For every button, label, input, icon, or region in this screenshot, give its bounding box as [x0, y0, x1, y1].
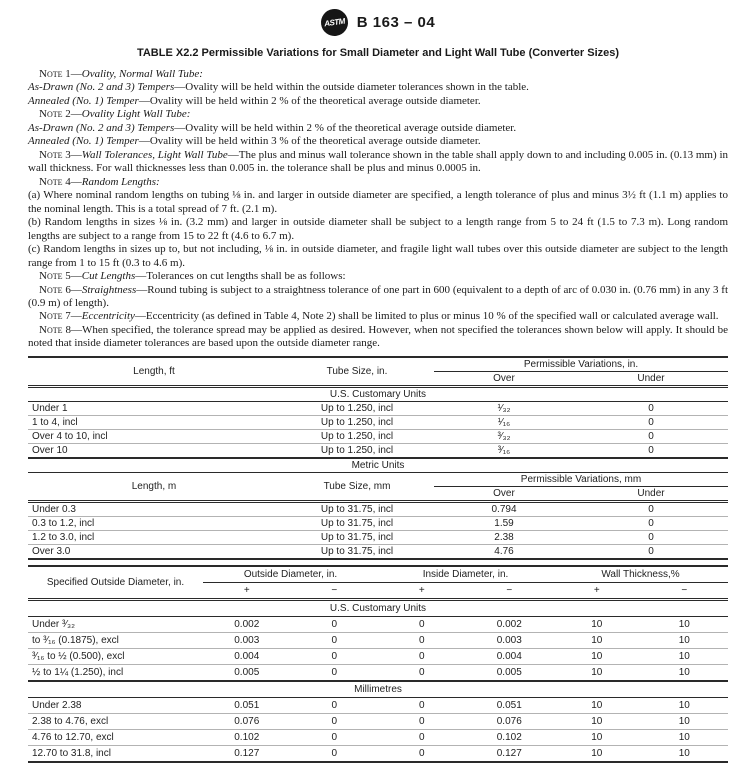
note-line [28, 284, 728, 311]
length-tolerance-table [28, 356, 728, 560]
table-row [28, 713, 728, 729]
table-cell: 10 [678, 618, 690, 630]
note-line [28, 122, 728, 135]
note-line [28, 81, 728, 94]
column-header: Length, ft [133, 365, 175, 377]
note-text: As-Drawn (No. 2 and 3) Tempers [28, 121, 175, 134]
table-cell: 0 [418, 731, 425, 743]
table-cell: 0 [648, 531, 654, 543]
table-cell: to ³⁄₁₆ (0.1875), excl [32, 634, 119, 646]
column-group-header: Permissible Variations, in. [434, 357, 728, 372]
table-cell: 0 [648, 416, 654, 428]
table-cell: 0.102 [234, 731, 260, 743]
note-text: Ovality Light Wall Tube: [81, 108, 191, 121]
table-cell: 12.70 to 31.8, incl [32, 747, 111, 759]
column-header: Tube Size, mm [323, 480, 391, 492]
table-cell: 0.051 [496, 699, 522, 711]
table-cell: 0.002 [234, 618, 260, 630]
table-row [28, 429, 728, 443]
note-line [28, 270, 728, 283]
note-text: —Ovality will be held within 3 % of the theoretical average outside diameter. [138, 135, 481, 148]
minus-header: − [506, 584, 513, 596]
table-cell: ³⁄₁₆ [497, 444, 511, 456]
table-cell: Under 2.38 [32, 699, 82, 711]
table-cell: 10 [678, 699, 690, 711]
table-cell: Up to 1.250, incl [320, 402, 394, 414]
note-text: (c) Random lengths in sizes up to, but not including, ⅛ in. in outside diameter, and fragile light wall tubes over this outside diameter are subject to the length range from 1 to 15 ft (0.3 to 4.6 m). [28, 243, 728, 269]
table-cell: 0.051 [234, 699, 260, 711]
table-cell: 0 [331, 666, 338, 678]
table-cell: 1 to 4, incl [32, 416, 78, 428]
table-cell: 2.38 to 4.76, excl [32, 715, 109, 727]
table2-metric-rows [28, 697, 728, 762]
table-cell: 0 [648, 503, 654, 515]
note-line [28, 108, 728, 121]
table-cell: Over 4 to 10, incl [32, 430, 108, 442]
plus-header: + [418, 584, 425, 596]
note-text: (a) Where nominal random lengths on tubing ⅛ in. and larger in outside diameter are specified, a length tolerance of plus and minus 3½ ft (1.1 m) applies to the nominal length. This is a total spread of 7 ft. (2.1 m). [28, 189, 728, 215]
table-cell: 10 [678, 650, 690, 662]
table-row [28, 697, 728, 713]
table-cell: 0 [418, 715, 425, 727]
table-cell: 0.102 [496, 731, 522, 743]
table-cell: Over 10 [32, 444, 68, 456]
table-cell: 0.004 [234, 650, 260, 662]
table-cell: 1.59 [494, 517, 514, 529]
table-cell: 10 [678, 747, 690, 759]
table-cell: 0.3 to 1.2, incl [32, 517, 95, 529]
note-line [28, 95, 728, 108]
table-row [28, 443, 728, 458]
table-cell: 0.076 [234, 715, 260, 727]
note-text: Eccentricity [81, 310, 135, 323]
table-cell: 0 [331, 618, 338, 630]
column-group-header: Inside Diameter, in. [378, 566, 553, 583]
table-cell: Up to 31.75, incl [320, 531, 394, 543]
column-header: Length, m [131, 480, 177, 492]
note-line [28, 310, 728, 323]
table-cell: 10 [591, 731, 603, 743]
table-cell: 0 [418, 618, 425, 630]
table-cell: Over 3.0 [32, 545, 71, 557]
table-row [28, 401, 728, 415]
table-cell: Up to 1.250, incl [320, 444, 394, 456]
note-text: —Ovality will be held within 2 % of the theoretical average outside diameter. [174, 121, 517, 134]
note-text: —Tolerances on cut lengths shall be as follows: [135, 270, 346, 283]
table-cell: 10 [678, 715, 690, 727]
note-text: Ovality, Normal Wall Tube: [81, 68, 203, 80]
table-cell: ¹⁄₃₂ [497, 402, 511, 414]
note-text: —The plus and minus wall tolerance shown in the table shall apply down to and including 0.005 in. (0.13 mm) in wall thickness. For wall thicknesses less than 0.005 in. the tolerance shall be plus and minus 0.0005 in. [28, 148, 728, 175]
table-cell: 0 [418, 666, 425, 678]
table-row [28, 648, 728, 664]
table-cell: 0 [331, 634, 338, 646]
table-row [28, 516, 728, 530]
note-line [28, 243, 728, 270]
table-cell: 2.38 [494, 531, 514, 543]
table-cell: 0.005 [234, 666, 260, 678]
column-header: Specified Outside Diameter, in. [46, 576, 185, 588]
note-text: When specified, the tolerance spread may be applied as desired. However, when not specified the tolerances shown below will apply. It should be noted that inside diameter tolerances are based upon the outside diameter range. [28, 323, 728, 350]
note-line [28, 324, 728, 351]
column-group-header: Permissible Variations, mm [434, 472, 728, 486]
column-group-header: Outside Diameter, in. [203, 566, 378, 583]
table-cell: 0.127 [234, 747, 260, 759]
table-cell: 10 [678, 666, 690, 678]
diameter-tolerance-table [28, 565, 728, 763]
note-text: Note 5— [39, 270, 82, 283]
note-text: Note 8— [39, 323, 82, 336]
section-row [28, 458, 728, 473]
note-text: Note 3— [39, 148, 82, 161]
table-cell: Up to 31.75, incl [320, 503, 394, 515]
table-cell: ¹⁄₁₆ [497, 416, 511, 428]
table-cell: 10 [591, 699, 603, 711]
note-text: Cut Lengths [81, 270, 136, 283]
section-title: Metric Units [351, 459, 405, 471]
table-row [28, 632, 728, 648]
table-cell: 0.004 [496, 650, 522, 662]
table-cell: ³⁄₃₂ [497, 430, 511, 442]
column-header: Over [493, 487, 515, 499]
note-line [28, 149, 728, 176]
table-cell: 10 [591, 618, 603, 630]
section-row [28, 681, 728, 698]
table-cell: 0.002 [496, 618, 522, 630]
note-text: Note 4— [39, 175, 82, 188]
section-title: U.S. Customary Units [329, 602, 427, 614]
table-cell: 0.003 [496, 634, 522, 646]
plus-header: + [593, 584, 600, 596]
table-cell: 0 [648, 545, 654, 557]
minus-header: − [681, 584, 688, 596]
table-cell: 0 [418, 650, 425, 662]
table-cell: 0 [331, 747, 338, 759]
note-line [28, 68, 728, 81]
note-text: —Round tubing is subject to a straightness tolerance of one part in 600 (equivalent to a depth of arc of 0.030 in. (0.76 mm) in any 3 ft (0.9 m) of length). [28, 283, 728, 309]
table-cell: 10 [678, 634, 690, 646]
note-text: Annealed (No. 1) Temper [28, 135, 139, 148]
table-row [28, 616, 728, 632]
table-cell: Up to 31.75, incl [320, 545, 394, 557]
table-cell: 0 [331, 650, 338, 662]
table-cell: 10 [591, 715, 603, 727]
table-cell: Up to 31.75, incl [320, 517, 394, 529]
note-text: —Ovality will be held within 2 % of the theoretical average outside diameter. [138, 94, 481, 107]
note-text: Note 7— [39, 310, 82, 323]
table-cell: 10 [591, 747, 603, 759]
table-cell: 4.76 to 12.70, excl [32, 731, 114, 743]
table-cell: Under 1 [32, 402, 68, 414]
document-code: B 163 – 04 [356, 13, 436, 31]
section-row [28, 599, 728, 616]
column-header: Under [637, 372, 665, 384]
table-cell: ½ to 1¼ (1.250), incl [32, 666, 124, 678]
table-cell: 4.76 [494, 545, 514, 557]
note-line [28, 176, 728, 189]
table-cell: 0 [331, 715, 338, 727]
note-text: Note 2— [39, 108, 82, 121]
table1-metric-rows [28, 501, 728, 559]
table-row [28, 415, 728, 429]
table-cell: 0 [648, 444, 654, 456]
table-title: TABLE X2.2 Permissible Variations for Small Diameter and Light Wall Tube (Converter Sizes) [136, 47, 620, 59]
section-title: Millimetres [354, 683, 402, 695]
table-cell: 0 [648, 517, 654, 529]
section-title: U.S. Customary Units [329, 388, 427, 400]
document-header [0, 0, 756, 37]
table-row [28, 664, 728, 681]
table-cell: ³⁄₁₆ to ½ (0.500), excl [32, 650, 125, 662]
table-cell: Up to 1.250, incl [320, 416, 394, 428]
note-text: Note 6— [39, 283, 82, 296]
table-cell: Under 0.3 [32, 503, 76, 515]
section-row [28, 386, 728, 401]
table-cell: 0.005 [496, 666, 522, 678]
column-header: Tube Size, in. [326, 365, 388, 377]
table-row [28, 530, 728, 544]
note-line [28, 216, 728, 243]
notes-block [28, 68, 728, 351]
note-text: Annealed (No. 1) Temper [28, 94, 139, 107]
table-cell: 0 [418, 699, 425, 711]
table-cell: 10 [591, 634, 603, 646]
table-cell: Under ³⁄₃₂ [32, 618, 75, 630]
table1-us-rows [28, 401, 728, 458]
column-header: Under [637, 487, 665, 499]
table-cell: Up to 1.250, incl [320, 430, 394, 442]
table-cell: 10 [591, 666, 603, 678]
note-text: —Ovality will be held within the outside diameter tolerances shown in the table. [174, 81, 529, 94]
table-cell: 0 [418, 634, 425, 646]
table-row [28, 544, 728, 559]
table-cell: 0.127 [496, 747, 522, 759]
table-row [28, 729, 728, 745]
note-line [28, 135, 728, 148]
table-cell: 0.794 [491, 503, 517, 515]
note-text: Wall Tolerances, Light Wall Tube [81, 148, 228, 161]
table-row [28, 501, 728, 516]
plus-header: + [243, 584, 250, 596]
note-text: Random Lengths: [81, 175, 160, 188]
table-cell: 0 [648, 430, 654, 442]
table-cell: 0 [418, 747, 425, 759]
table-cell: 10 [678, 731, 690, 743]
astm-logo-icon: ASTM [319, 7, 349, 37]
note-text: As-Drawn (No. 2 and 3) Tempers [28, 81, 175, 94]
note-text: Straightness [81, 283, 137, 296]
note-line [28, 189, 728, 216]
table-cell: 0 [331, 731, 338, 743]
table-row [28, 745, 728, 762]
table-cell: 1.2 to 3.0, incl [32, 531, 95, 543]
note-text: —Eccentricity (as defined in Table 4, Note 2) shall be limited to plus or minus 10 % of the specified wall or calculated average wall. [134, 310, 719, 323]
column-header: Over [493, 372, 515, 384]
note-text: Note 1— [39, 68, 82, 80]
table2-header [28, 566, 728, 600]
column-group-header: Wall Thickness,% [553, 566, 728, 583]
minus-header: − [331, 584, 338, 596]
table-cell: 0.076 [496, 715, 522, 727]
table-cell: 0 [331, 699, 338, 711]
table-cell: 0 [648, 402, 654, 414]
table-cell: 10 [591, 650, 603, 662]
table2-us-rows [28, 616, 728, 681]
note-text: (b) Random lengths in sizes ⅛ in. (3.2 mm) and larger in outside diameter shall be subject to a length range from 5 to 24 ft (1.5 to 7.3 m). Long random lengths are subject to a range from 15 to 22 ft (4.6 to 6.7 m). [28, 216, 728, 242]
table1-metric-header [28, 472, 728, 501]
table1-us-header [28, 357, 728, 387]
table-cell: 0.003 [234, 634, 260, 646]
